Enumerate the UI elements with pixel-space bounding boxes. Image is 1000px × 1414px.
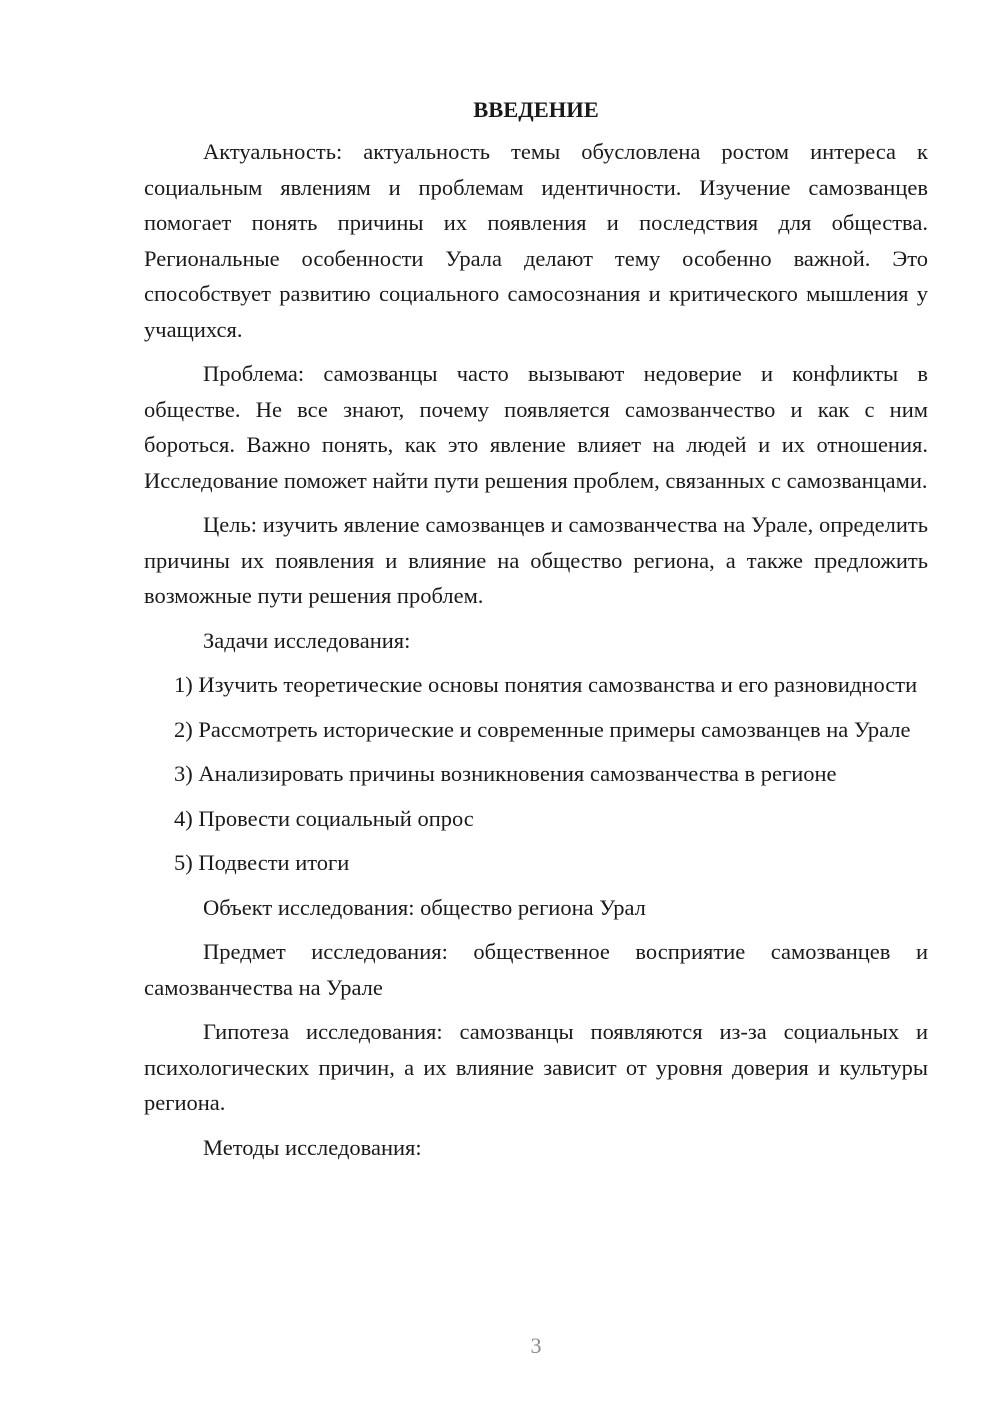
hypothesis-paragraph: Гипотеза исследования: самозванцы появляются из-за социальных и психологических причин, а их влияние зависит от уровня доверия и культуры региона.: [144, 1019, 928, 1115]
list-item: 2) Рассмотреть исторические и современные примеры самозванцев на Урале: [174, 716, 911, 742]
subject-paragraph: Предмет исследования: общественное восприятие самозванцев и самозванчества на Урале: [144, 939, 928, 1000]
tasks-list: [144, 667, 928, 881]
methods-heading: Методы исследования:: [203, 1134, 422, 1160]
section-title: ВВЕДЕНИЕ: [473, 97, 599, 122]
relevance-paragraph: Актуальность: актуальность темы обусловлена ростом интереса к социальным явлениям и проблемам идентичности. Изучение самозванцев помогает понять причины их появления и последствия для общества. Региональные особенности Урала делают тему особенно важной. Это способствует развитию социального самосознания и критического мышления у учащихся.: [144, 139, 928, 342]
document-page: [144, 92, 928, 1175]
tasks-heading: Задачи исследования:: [203, 627, 411, 653]
goal-paragraph: Цель: изучить явление самозванцев и самозванчества на Урале, определить причины их появления и влияние на общество региона, а также предложить возможные пути решения проблем.: [144, 512, 928, 608]
page-number: 3: [530, 1333, 542, 1358]
list-item: 1) Изучить теоретические основы понятия самозванства и его разновидности: [174, 672, 918, 697]
list-item: 5) Подвести итоги: [174, 850, 350, 875]
problem-paragraph: Проблема: самозванцы часто вызывают недоверие и конфликты в обществе. Не все знают, почему появляется самозванчество и как с ним бороться. Важно понять, как это явление влияет на людей и их отношения. Исследование поможет найти пути решения проблем, связанных с самозванцами.: [144, 361, 928, 493]
list-item: 3) Анализировать причины возникновения самозванчества в регионе: [174, 761, 837, 786]
object-paragraph: Объект исследования: общество региона Урал: [203, 894, 646, 920]
list-item: 4) Провести социальный опрос: [174, 805, 474, 831]
